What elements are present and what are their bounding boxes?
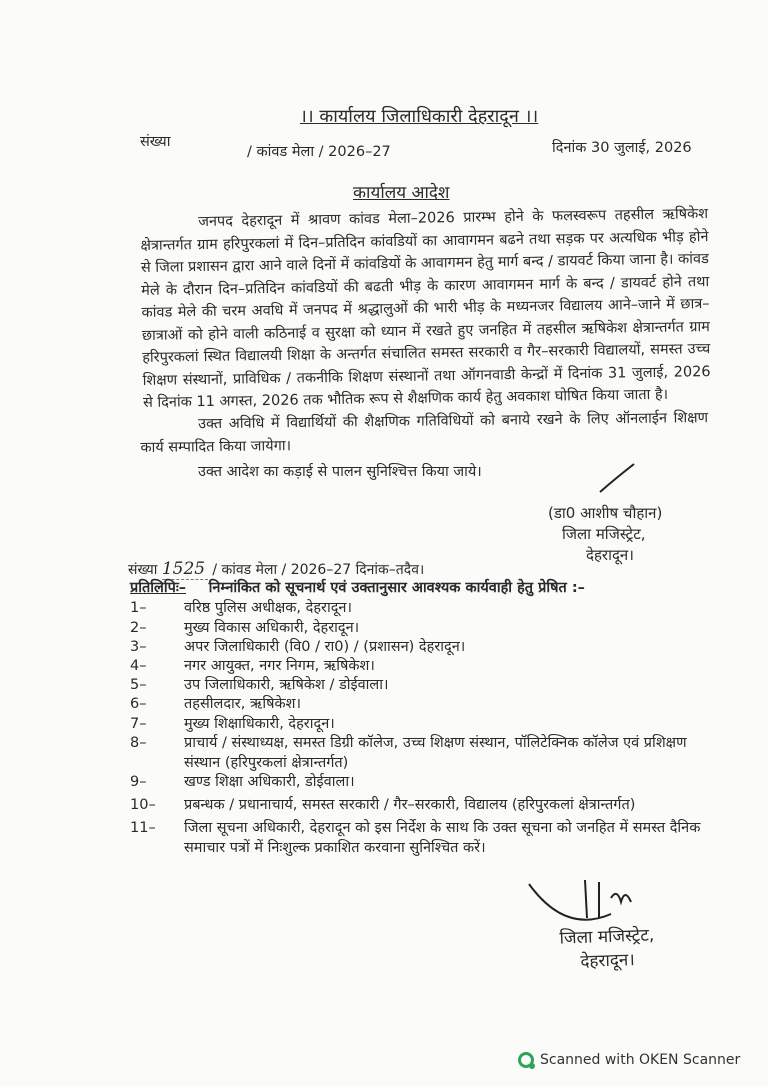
copy-reference: / कांवड मेला / 2026–27 दिनांक–तदैव। xyxy=(212,562,425,578)
list-item: 7– मुख्य शिक्षाधिकारी, देहरादून। xyxy=(130,716,335,732)
number-label: संख्या xyxy=(140,134,171,150)
list-item: 9– खण्ड शिक्षा अधिकारी, डोईवाला। xyxy=(130,774,355,790)
signatory-place: देहरादून। xyxy=(586,546,634,564)
order-paragraph-main: जनपद देहरादून में श्रावण कांवड मेला–2026 प्रारम्भ होने के फलस्वरूप तहसील ऋषिकेश क्षेत्रान्तर्गत ग्राम हरिपुरकलां में दिन–प्रतिदिन कांवडियों का आवागमन बढने तथा सड़क पर अत्यधिक भीड़ होने से जिला प्रशासन द्वारा आने वाले दिनों में कांवडियों के आवागमन हेतु मार्ग बन्द / डायवर्ट किया जाना है। कांवड मेले के दौरान दिन–प्रतिदिन कांवडियों की बढती भीड़ के कारण आवागमन मार्ग के बन्द / डायवर्ट होने तथा कांवड मेले की चरम अवधि में जनपद में श्रद्धालुओं की भारी भीड़ के मध्यनजर विद्यालय आने–जाने में छात्र–छात्राओं को होने वाली कठिनाई व सुरक्षा को ध्यान में रखते हुए जनहित में तहसील ऋषिकेश क्षेत्रान्तर्गत ग्राम हरिपुरकलां स्थित विद्यालयी शिक्षा के अन्तर्गत संचालित समस्त सरकारी व गैर–सरकारी विद्यालयों, समस्त उच्च शिक्षण संस्थानों, प्राविधिक / तकनीकि शिक्षण संस्थानों तथा ऑगनवाडी केन्द्रों में दिनांक 31 जुलाई, 2026 से दिनांक 11 अगस्त, 2026 तक भौतिक रूप से शैक्षणिक कार्य हेतु अवकाश घोषित किया जाता है। xyxy=(140,206,711,411)
order-paragraph-compliance: उक्त आदेश का कड़ाई से पालन सुनिश्चित्त किया जाये। xyxy=(198,464,482,480)
list-item: 5– उप जिलाधिकारी, ऋषिकेश / डोईवाला। xyxy=(130,677,389,693)
footer-signatory-place: देहरादून। xyxy=(580,950,636,972)
footer-signatory-designation: जिला मजिस्ट्रेट, xyxy=(559,925,655,949)
order-date: दिनांक 30 जुलाई, 2026 xyxy=(552,140,692,156)
copy-heading: निम्नांकित को सूचनार्थ एवं उक्तानुसार आवश्यक कार्यवाही हेतु प्रेषित :– xyxy=(208,580,585,596)
order-paragraph-online: उक्त अविधि में विद्यार्थियों की शैक्षणिक गतिविधियों को बनाये रखने के लिए ऑनलाईन शिक्षण कार्य सम्पादित किया जायेगा। xyxy=(140,410,709,456)
list-item: 1– वरिष्ठ पुलिस अधीक्षक, देहरादून। xyxy=(130,600,352,616)
footer-signatory-block xyxy=(559,923,655,974)
list-item: 2– मुख्य विकास अधिकारी, देहरादून। xyxy=(130,620,360,636)
order-subtitle: कार्यालय आदेश xyxy=(353,183,450,203)
signatory-block xyxy=(548,503,662,566)
list-item: 8– प्राचार्य / संस्थाध्यक्ष, समस्त डिग्री कॉलेज, उच्च शिक्षण संस्थान, पॉलिटेक्निक कॉलेज एवं प्रशिक्षण संस्थान (हरिपुरकलां क्षेत्रान्तर्गत) xyxy=(130,735,687,771)
copy-label: प्रतिलिपिः– xyxy=(130,580,187,596)
oken-scanner-logo-icon xyxy=(518,1052,534,1068)
list-item: 10– प्रबन्धक / प्रधानाचार्य, समस्त सरकारी / गैर–सरकारी, विद्यालय (हरिपुरकलां क्षेत्रान्तर्गत) xyxy=(130,797,636,813)
copy-heading-line xyxy=(130,577,585,597)
page-title: ।। कार्यालय जिलाधिकारी देहरादून ।। xyxy=(300,106,539,127)
list-item: 3– अपर जिलाधिकारी (वि0 / रा0) / (प्रशासन) देहरादून। xyxy=(130,639,466,655)
scanner-text: Scanned with OKEN Scanner xyxy=(540,1052,741,1068)
list-item: 11– जिला सूचना अधिकारी, देहरादून को इस निर्देश के साथ कि उक्त सूचना को जनहित में समस्त दैनिक समाचार पत्रों में निःशुल्क प्रकाशित करवाना सुनिश्चित करें। xyxy=(130,820,701,856)
copy-number-label: संख्या xyxy=(128,562,158,578)
signatory-designation: जिला मजिस्ट्रेट, xyxy=(562,525,646,543)
signature-mark-icon xyxy=(598,460,638,496)
reference-number: / कांवड मेला / 2026–27 xyxy=(247,144,391,160)
list-item: 4– नगर आयुक्त, नगर निगम, ऋषिकेश। xyxy=(130,658,375,674)
list-item: 6– तहसीलदार, ऋषिकेश। xyxy=(130,696,301,712)
signatory-name: (डा0 आशीष चौहान) xyxy=(548,504,663,522)
scanner-watermark xyxy=(518,1052,740,1068)
handwritten-number: 1525 xyxy=(162,559,208,580)
